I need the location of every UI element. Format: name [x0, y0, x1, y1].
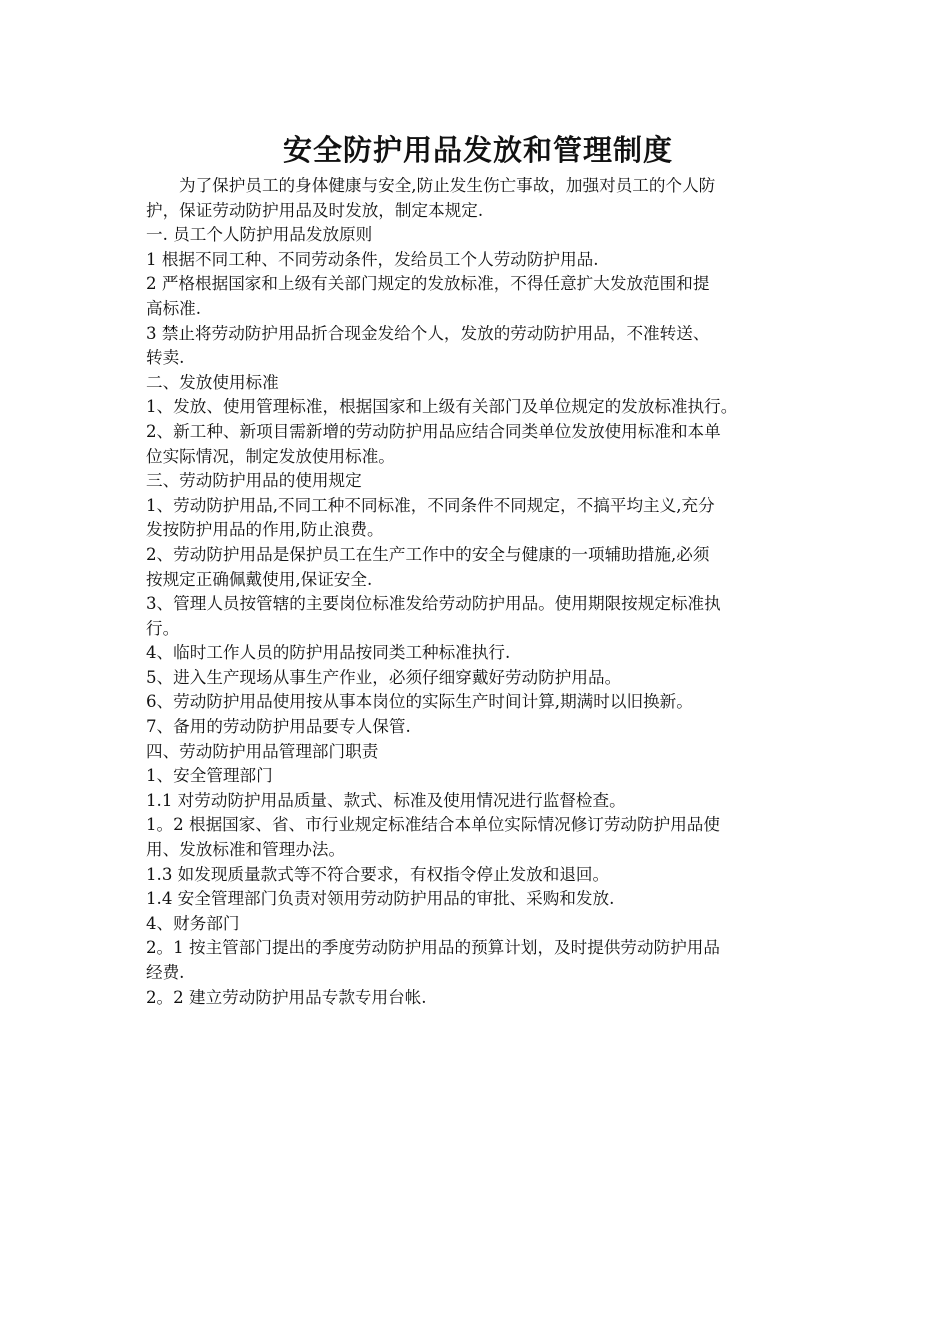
body-line: 高标准.	[146, 298, 202, 318]
body-line: 1.3 如发现质量款式等不符合要求，有权指令停止发放和退回。	[146, 864, 610, 884]
body-line: 3 禁止将劳动防护用品折合现金发给个人，发放的劳动防护用品，不准转送、	[146, 323, 710, 343]
body-line: 3、管理人员按管辖的主要岗位标准发给劳动防护用品。使用期限按规定标准执	[146, 594, 721, 614]
body-line: 1.4 安全管理部门负责对领用劳动防护用品的审批、采购和发放.	[146, 889, 615, 909]
body-line: 6、劳动防护用品使用按从事本岗位的实际生产时间计算,期满时以旧换新。	[146, 692, 693, 712]
body-line: 为了保护员工的身体健康与安全,防止发生伤亡事故，加强对员工的个人防	[179, 176, 716, 195]
body-line: 发按防护用品的作用,防止浪费。	[146, 520, 384, 540]
body-line: 7、备用的劳动防护用品要专人保管.	[146, 717, 411, 737]
document-page	[146, 128, 810, 1010]
subsection-heading: 1、安全管理部门	[146, 766, 273, 786]
body-line: 位实际情况，制定发放使用标准。	[146, 446, 395, 466]
body-line: 2。2 建立劳动防护用品专款专用台帐.	[146, 987, 427, 1007]
body-line: 经费.	[146, 963, 185, 982]
section-heading: 三、劳动防护用品的使用规定	[146, 471, 362, 491]
body-line: 转卖.	[146, 348, 185, 368]
body-line: 2、劳动防护用品是保护员工在生产工作中的安全与健康的一项辅助措施,必须	[146, 544, 710, 564]
body-line: 按规定正确佩戴使用,保证安全.	[146, 569, 373, 589]
body-line: 1.1 对劳动防护用品质量、款式、标准及使用情况进行监督检查。	[146, 790, 626, 810]
body-line: 1、发放、使用管理标准，根据国家和上级有关部门及单位规定的发放标准执行。	[146, 397, 738, 417]
body-line: 用、发放标准和管理办法。	[146, 840, 346, 860]
body-line: 2 严格根据国家和上级有关部门规定的发放标准，不得任意扩大发放范围和提	[146, 274, 710, 294]
body-line: 5、进入生产现场从事生产作业，必须仔细穿戴好劳动防护用品。	[146, 667, 622, 687]
document-title: 安全防护用品发放和管理制度	[282, 133, 673, 167]
body-line: 4、临时工作人员的防护用品按同类工种标准执行.	[146, 643, 511, 663]
body-line: 1 根据不同工种、不同劳动条件，发给员工个人劳动防护用品.	[146, 249, 599, 269]
body-line: 1。2 根据国家、省、市行业规定标准结合本单位实际情况修订劳动防护用品使	[146, 815, 720, 835]
body-line: 2、新工种、新项目需新增的劳动防护用品应结合同类单位发放使用标准和本单	[146, 421, 721, 441]
body-line: 护，保证劳动防护用品及时发放，制定本规定.	[146, 200, 484, 220]
document-body	[146, 174, 810, 1010]
subsection-heading: 4、财务部门	[146, 913, 240, 933]
body-line: 1、劳动防护用品,不同工种不同标准，不同条件不同规定，不搞平均主义,充分	[146, 495, 715, 515]
body-line: 2。1 按主管部门提出的季度劳动防护用品的预算计划，及时提供劳动防护用品	[146, 938, 720, 958]
section-heading: 二、发放使用标准	[146, 372, 279, 392]
section-heading: 四、劳动防护用品管理部门职责	[146, 741, 379, 761]
section-heading: 一. 员工个人防护用品发放原则	[146, 225, 373, 245]
body-line: 行。	[146, 618, 180, 638]
